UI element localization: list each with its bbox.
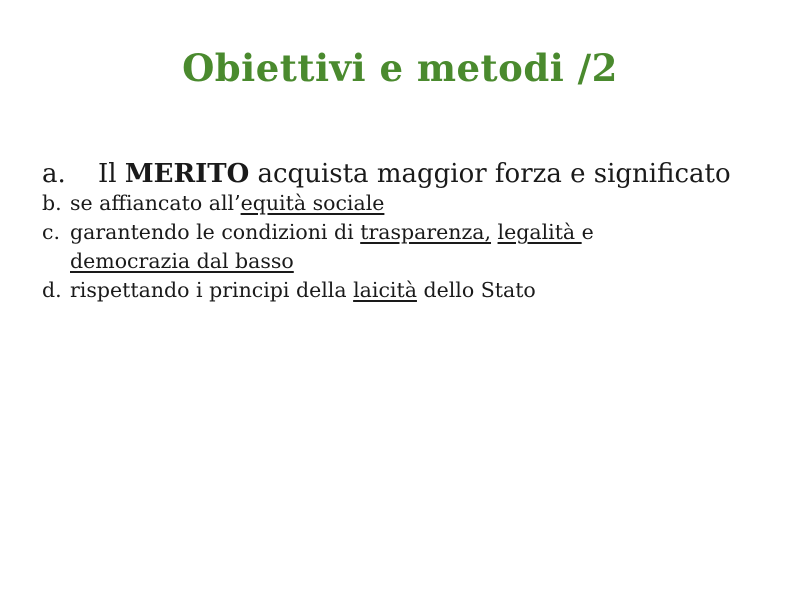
legalita-term: legalità bbox=[497, 220, 582, 244]
democrazia-term: democrazia dal basso bbox=[70, 249, 294, 273]
trasparenza-term: trasparenza, bbox=[360, 220, 492, 244]
item-text: acquista maggior forza e significato bbox=[249, 159, 731, 189]
item-text: se affiancato all’ bbox=[70, 191, 241, 215]
list-marker: a. bbox=[42, 159, 66, 189]
bullet-list bbox=[42, 156, 782, 305]
laicita-term: laicità bbox=[353, 278, 417, 302]
list-marker: b. bbox=[42, 191, 62, 215]
list-marker: d. bbox=[42, 278, 62, 302]
list-marker: c. bbox=[42, 220, 60, 244]
list-item-a bbox=[42, 156, 782, 192]
list-item-d bbox=[42, 276, 782, 305]
item-text: Il bbox=[98, 159, 125, 189]
list-item-c-continuation bbox=[42, 247, 782, 276]
item-text: dello Stato bbox=[416, 278, 536, 302]
equita-sociale-term: equità sociale bbox=[240, 191, 385, 215]
item-text: e bbox=[581, 220, 594, 244]
slide-title: Obiettivi e metodi /2 bbox=[182, 46, 618, 90]
item-text: rispettando i principi della bbox=[70, 278, 354, 302]
list-item-b bbox=[42, 189, 782, 218]
item-text: garantendo le condizioni di bbox=[70, 220, 361, 244]
merito-keyword: MERITO bbox=[124, 159, 250, 189]
list-item-c bbox=[42, 218, 782, 276]
